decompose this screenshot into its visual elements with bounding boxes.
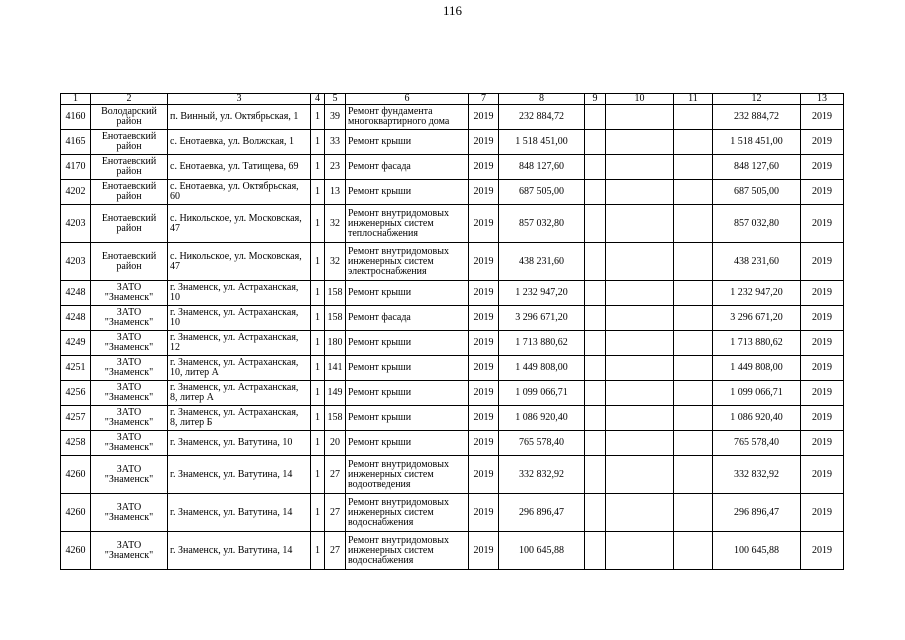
- cell-col10: [606, 205, 674, 243]
- district-cell: ЗАТО "Знаменск": [91, 406, 168, 431]
- cell-col10: [606, 381, 674, 406]
- work-type-cell: Ремонт крыши: [346, 180, 469, 205]
- cell-col5: 23: [325, 155, 346, 180]
- cell-col11: [674, 381, 713, 406]
- address-cell: п. Винный, ул. Октябрьская, 1: [168, 105, 311, 130]
- cell-col10: [606, 406, 674, 431]
- work-type-cell: Ремонт крыши: [346, 406, 469, 431]
- work-type-cell: Ремонт внутридомовых инженерных систем теплоснабжения: [346, 205, 469, 243]
- total-cell: 1 232 947,20: [713, 281, 801, 306]
- cell-col5: 141: [325, 356, 346, 381]
- total-cell: 100 645,88: [713, 532, 801, 570]
- amount-cell: 765 578,40: [499, 431, 585, 456]
- total-cell: 232 884,72: [713, 105, 801, 130]
- cell-col5: 27: [325, 456, 346, 494]
- end-year-cell: 2019: [801, 243, 844, 281]
- district-cell: Енотаевский район: [91, 130, 168, 155]
- total-cell: 1 518 451,00: [713, 130, 801, 155]
- end-year-cell: 2019: [801, 105, 844, 130]
- total-cell: 765 578,40: [713, 431, 801, 456]
- address-cell: с. Никольское, ул. Московская, 47: [168, 205, 311, 243]
- year-cell: 2019: [469, 456, 499, 494]
- cell-col4: 1: [311, 105, 325, 130]
- total-cell: 687 505,00: [713, 180, 801, 205]
- end-year-cell: 2019: [801, 431, 844, 456]
- col-header: 9: [585, 94, 606, 105]
- cell-col4: 1: [311, 532, 325, 570]
- table-row: [61, 105, 844, 130]
- amount-cell: 232 884,72: [499, 105, 585, 130]
- cell-col11: [674, 356, 713, 381]
- total-cell: 1 449 808,00: [713, 356, 801, 381]
- cell-col4: 1: [311, 356, 325, 381]
- table-row: [61, 456, 844, 494]
- amount-cell: 848 127,60: [499, 155, 585, 180]
- cell-col5: 149: [325, 381, 346, 406]
- total-cell: 857 032,80: [713, 205, 801, 243]
- cell-col11: [674, 281, 713, 306]
- total-cell: 1 099 066,71: [713, 381, 801, 406]
- district-cell: Енотаевский район: [91, 243, 168, 281]
- cell-col5: 33: [325, 130, 346, 155]
- cell-col10: [606, 306, 674, 331]
- district-cell: ЗАТО "Знаменск": [91, 532, 168, 570]
- end-year-cell: 2019: [801, 406, 844, 431]
- col-header: 5: [325, 94, 346, 105]
- cell-col9: [585, 431, 606, 456]
- district-cell: Енотаевский район: [91, 180, 168, 205]
- year-cell: 2019: [469, 406, 499, 431]
- cell-col9: [585, 306, 606, 331]
- cell-col9: [585, 105, 606, 130]
- table-row: [61, 431, 844, 456]
- row-id: 4202: [61, 180, 91, 205]
- year-cell: 2019: [469, 381, 499, 406]
- cell-col10: [606, 155, 674, 180]
- year-cell: 2019: [469, 356, 499, 381]
- district-cell: Енотаевский район: [91, 205, 168, 243]
- row-id: 4257: [61, 406, 91, 431]
- end-year-cell: 2019: [801, 180, 844, 205]
- col-header: 6: [346, 94, 469, 105]
- cell-col5: 32: [325, 205, 346, 243]
- end-year-cell: 2019: [801, 456, 844, 494]
- cell-col4: 1: [311, 180, 325, 205]
- amount-cell: 857 032,80: [499, 205, 585, 243]
- row-id: 4258: [61, 431, 91, 456]
- year-cell: 2019: [469, 205, 499, 243]
- cell-col10: [606, 331, 674, 356]
- end-year-cell: 2019: [801, 356, 844, 381]
- cell-col4: 1: [311, 456, 325, 494]
- row-id: 4251: [61, 356, 91, 381]
- cell-col9: [585, 456, 606, 494]
- cell-col11: [674, 306, 713, 331]
- cell-col5: 13: [325, 180, 346, 205]
- work-type-cell: Ремонт внутридомовых инженерных систем водоснабжения: [346, 532, 469, 570]
- cell-col4: 1: [311, 243, 325, 281]
- work-type-cell: Ремонт фасада: [346, 306, 469, 331]
- cell-col5: 32: [325, 243, 346, 281]
- amount-cell: 296 896,47: [499, 494, 585, 532]
- district-cell: ЗАТО "Знаменск": [91, 356, 168, 381]
- cell-col9: [585, 180, 606, 205]
- end-year-cell: 2019: [801, 532, 844, 570]
- amount-cell: 1 713 880,62: [499, 331, 585, 356]
- total-cell: 296 896,47: [713, 494, 801, 532]
- cell-col9: [585, 356, 606, 381]
- total-cell: 1 086 920,40: [713, 406, 801, 431]
- cell-col5: 180: [325, 331, 346, 356]
- table-row: [61, 155, 844, 180]
- table-row: [61, 532, 844, 570]
- end-year-cell: 2019: [801, 494, 844, 532]
- amount-cell: 1 232 947,20: [499, 281, 585, 306]
- work-type-cell: Ремонт крыши: [346, 431, 469, 456]
- row-id: 4160: [61, 105, 91, 130]
- address-cell: г. Знаменск, ул. Астраханская, 10: [168, 281, 311, 306]
- row-id: 4170: [61, 155, 91, 180]
- year-cell: 2019: [469, 281, 499, 306]
- address-cell: г. Знаменск, ул. Ватутина, 14: [168, 494, 311, 532]
- work-type-cell: Ремонт крыши: [346, 356, 469, 381]
- cell-col4: 1: [311, 431, 325, 456]
- cell-col10: [606, 494, 674, 532]
- cell-col11: [674, 243, 713, 281]
- cell-col11: [674, 532, 713, 570]
- cell-col4: 1: [311, 205, 325, 243]
- address-cell: г. Знаменск, ул. Ватутина, 14: [168, 532, 311, 570]
- row-id: 4260: [61, 494, 91, 532]
- end-year-cell: 2019: [801, 130, 844, 155]
- address-cell: г. Знаменск, ул. Астраханская, 12: [168, 331, 311, 356]
- district-cell: ЗАТО "Знаменск": [91, 306, 168, 331]
- cell-col11: [674, 180, 713, 205]
- cell-col11: [674, 494, 713, 532]
- address-cell: с. Енотаевка, ул. Татищева, 69: [168, 155, 311, 180]
- amount-cell: 438 231,60: [499, 243, 585, 281]
- cell-col11: [674, 205, 713, 243]
- work-type-cell: Ремонт внутридомовых инженерных систем водоотведения: [346, 456, 469, 494]
- cell-col10: [606, 180, 674, 205]
- cell-col5: 158: [325, 306, 346, 331]
- col-header: 13: [801, 94, 844, 105]
- row-id: 4256: [61, 381, 91, 406]
- col-header: 7: [469, 94, 499, 105]
- address-cell: г. Знаменск, ул. Ватутина, 14: [168, 456, 311, 494]
- total-cell: 848 127,60: [713, 155, 801, 180]
- table-row: [61, 381, 844, 406]
- cell-col10: [606, 105, 674, 130]
- table-row: [61, 205, 844, 243]
- cell-col9: [585, 243, 606, 281]
- end-year-cell: 2019: [801, 331, 844, 356]
- cell-col9: [585, 281, 606, 306]
- cell-col5: 27: [325, 494, 346, 532]
- year-cell: 2019: [469, 155, 499, 180]
- col-header: 2: [91, 94, 168, 105]
- cell-col4: 1: [311, 331, 325, 356]
- address-cell: г. Знаменск, ул. Астраханская, 10, литер А: [168, 356, 311, 381]
- district-cell: Енотаевский район: [91, 155, 168, 180]
- cell-col11: [674, 406, 713, 431]
- cell-col9: [585, 381, 606, 406]
- page-number: 116: [442, 3, 463, 18]
- cell-col11: [674, 105, 713, 130]
- district-cell: Володарский район: [91, 105, 168, 130]
- year-cell: 2019: [469, 130, 499, 155]
- district-cell: ЗАТО "Знаменск": [91, 494, 168, 532]
- cell-col10: [606, 431, 674, 456]
- col-header: 8: [499, 94, 585, 105]
- cell-col10: [606, 532, 674, 570]
- amount-cell: 1 518 451,00: [499, 130, 585, 155]
- row-id: 4248: [61, 281, 91, 306]
- address-cell: г. Знаменск, ул. Астраханская, 8, литер Б: [168, 406, 311, 431]
- year-cell: 2019: [469, 243, 499, 281]
- cell-col4: 1: [311, 281, 325, 306]
- cell-col11: [674, 155, 713, 180]
- amount-cell: 687 505,00: [499, 180, 585, 205]
- cell-col10: [606, 356, 674, 381]
- col-header: 4: [311, 94, 325, 105]
- cell-col5: 39: [325, 105, 346, 130]
- address-cell: г. Знаменск, ул. Астраханская, 10: [168, 306, 311, 331]
- cell-col11: [674, 431, 713, 456]
- cell-col10: [606, 281, 674, 306]
- amount-cell: 3 296 671,20: [499, 306, 585, 331]
- col-header: 11: [674, 94, 713, 105]
- work-type-cell: Ремонт фундамента многоквартирного дома: [346, 105, 469, 130]
- cell-col10: [606, 130, 674, 155]
- address-cell: с. Енотаевка, ул. Октябрьская, 60: [168, 180, 311, 205]
- table-row: [61, 406, 844, 431]
- cell-col5: 27: [325, 532, 346, 570]
- work-type-cell: Ремонт крыши: [346, 331, 469, 356]
- cell-col11: [674, 130, 713, 155]
- row-id: 4203: [61, 205, 91, 243]
- cell-col9: [585, 205, 606, 243]
- district-cell: ЗАТО "Знаменск": [91, 331, 168, 356]
- cell-col4: 1: [311, 494, 325, 532]
- cell-col4: 1: [311, 130, 325, 155]
- end-year-cell: 2019: [801, 381, 844, 406]
- district-cell: ЗАТО "Знаменск": [91, 456, 168, 494]
- cell-col9: [585, 494, 606, 532]
- cell-col4: 1: [311, 406, 325, 431]
- total-cell: 332 832,92: [713, 456, 801, 494]
- address-cell: г. Знаменск, ул. Ватутина, 10: [168, 431, 311, 456]
- total-cell: 438 231,60: [713, 243, 801, 281]
- col-header: 12: [713, 94, 801, 105]
- year-cell: 2019: [469, 331, 499, 356]
- cell-col9: [585, 155, 606, 180]
- table-row: [61, 130, 844, 155]
- cell-col11: [674, 331, 713, 356]
- end-year-cell: 2019: [801, 281, 844, 306]
- end-year-cell: 2019: [801, 155, 844, 180]
- row-id: 4260: [61, 456, 91, 494]
- col-header: 10: [606, 94, 674, 105]
- work-type-cell: Ремонт крыши: [346, 381, 469, 406]
- cell-col11: [674, 456, 713, 494]
- year-cell: 2019: [469, 431, 499, 456]
- work-type-cell: Ремонт внутридомовых инженерных систем водоснабжения: [346, 494, 469, 532]
- cell-col4: 1: [311, 155, 325, 180]
- year-cell: 2019: [469, 532, 499, 570]
- cell-col10: [606, 456, 674, 494]
- address-cell: с. Енотаевка, ул. Волжская, 1: [168, 130, 311, 155]
- work-type-cell: Ремонт крыши: [346, 281, 469, 306]
- row-id: 4203: [61, 243, 91, 281]
- row-id: 4248: [61, 306, 91, 331]
- amount-cell: 1 099 066,71: [499, 381, 585, 406]
- year-cell: 2019: [469, 306, 499, 331]
- table-row: [61, 243, 844, 281]
- cell-col5: 158: [325, 406, 346, 431]
- year-cell: 2019: [469, 494, 499, 532]
- end-year-cell: 2019: [801, 205, 844, 243]
- district-cell: ЗАТО "Знаменск": [91, 281, 168, 306]
- amount-cell: 1 086 920,40: [499, 406, 585, 431]
- table-row: [61, 306, 844, 331]
- table-row: [61, 494, 844, 532]
- district-cell: ЗАТО "Знаменск": [91, 431, 168, 456]
- address-cell: с. Никольское, ул. Московская, 47: [168, 243, 311, 281]
- year-cell: 2019: [469, 105, 499, 130]
- table-row: [61, 331, 844, 356]
- amount-cell: 100 645,88: [499, 532, 585, 570]
- table-row: [61, 180, 844, 205]
- repair-program-table: [60, 93, 844, 570]
- cell-col4: 1: [311, 306, 325, 331]
- cell-col9: [585, 406, 606, 431]
- cell-col9: [585, 532, 606, 570]
- cell-col5: 158: [325, 281, 346, 306]
- col-header: 1: [61, 94, 91, 105]
- row-id: 4165: [61, 130, 91, 155]
- end-year-cell: 2019: [801, 306, 844, 331]
- table-row: [61, 281, 844, 306]
- work-type-cell: Ремонт внутридомовых инженерных систем электроснабжения: [346, 243, 469, 281]
- col-header: 3: [168, 94, 311, 105]
- cell-col4: 1: [311, 381, 325, 406]
- header-row: [61, 94, 844, 105]
- amount-cell: 332 832,92: [499, 456, 585, 494]
- work-type-cell: Ремонт фасада: [346, 155, 469, 180]
- cell-col5: 20: [325, 431, 346, 456]
- row-id: 4260: [61, 532, 91, 570]
- table-row: [61, 356, 844, 381]
- address-cell: г. Знаменск, ул. Астраханская, 8, литер А: [168, 381, 311, 406]
- work-type-cell: Ремонт крыши: [346, 130, 469, 155]
- cell-col9: [585, 130, 606, 155]
- total-cell: 3 296 671,20: [713, 306, 801, 331]
- row-id: 4249: [61, 331, 91, 356]
- total-cell: 1 713 880,62: [713, 331, 801, 356]
- district-cell: ЗАТО "Знаменск": [91, 381, 168, 406]
- cell-col9: [585, 331, 606, 356]
- amount-cell: 1 449 808,00: [499, 356, 585, 381]
- year-cell: 2019: [469, 180, 499, 205]
- cell-col10: [606, 243, 674, 281]
